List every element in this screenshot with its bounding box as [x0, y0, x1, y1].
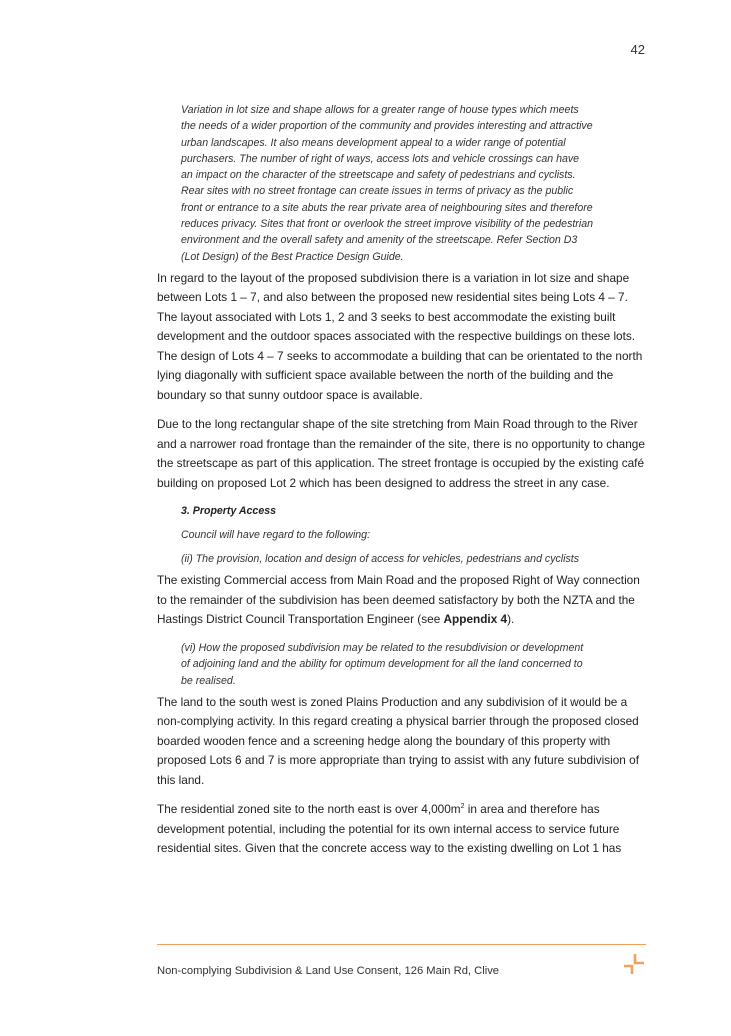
- paragraph-access-close: ).: [507, 612, 515, 627]
- paragraph-access-text: The existing Commercial access from Main Road and the proposed Right of Way connection to the remainder of the subdivision has been deemed satisfactory by both the NZTA and the Hastings District Council Transportation Engineer (see: [157, 573, 640, 627]
- appendix-reference: Appendix 4: [443, 612, 508, 627]
- paragraph-layout: In regard to the layout of the proposed subdivision there is a variation in lot size and shape between Lots 1 – 7, and also between the proposed new residential sites being Lots 4 – 7. The layout associated with Lots 1, 2 and 3 seeks to best accommodate the existing built development and the outdoor spaces associated with the respective buildings on these lots. The design of Lots 4 – 7 seeks to accommodate a building that can be orientated to the north lying diagonally with sufficient space available between the north of the building and the boundary so that sunny outdoor space is available.: [157, 270, 643, 402]
- criterion-ii: (ii) The provision, location and design of access for vehicles, pedestrians and cyclists: [181, 553, 580, 566]
- paragraph-south-west: The land to the south west is zoned Plains Production and any subdivision of it would be a non-complying activity. In this regard creating a physical barrier through the proposed closed boarded wooden fence and a screening hedge along the boundary of this property with proposed Lots 6 and 7 is more appropriate than trying to assist with any future subdivision of this land.: [157, 694, 639, 787]
- paragraph-north-east-continued: in area and therefore has development potential, including the potential for its own internal access to service future residential sites. Given that the concrete access way to the existing dwelling on Lot 1 has: [157, 802, 622, 856]
- council-regard-text: Council will have regard to the following:: [181, 529, 371, 542]
- paragraph-streetscape: Due to the long rectangular shape of the site stretching from Main Road through to the River and a narrower road frontage than the remainder of the site, there is no opportunity to change the streetscape as part of this application. The street frontage is occupied by the existing café building on proposed Lot 2 which has been designed to address the street in any case.: [157, 417, 645, 490]
- paragraph-north-east: [157, 800, 647, 859]
- paragraph-north-east-text: The residential zoned site to the north east is over 4,000m: [157, 802, 461, 817]
- section-heading-property-access: 3. Property Access: [181, 505, 277, 518]
- criterion-vi: (vi) How the proposed subdivision may be related to the resubdivision or development of adjoining land and the ability for optimum development for all the land concerned to be realised.: [181, 641, 584, 687]
- corner-bracket-logo-icon: [624, 954, 644, 974]
- quote-lot-design: Variation in lot size and shape allows for a greater range of house types which meets the needs of a wider proportion of the community and provides interesting and attractive urban landscapes. It also means development appeal to a wider range of potential purchasers. The number of right of ways, access lots and vehicle crossings can have an impact on the character of the streetscape and safety of pedestrians and cyclists. Rear sites with no street frontage can create issues in terms of privacy as the public front or entrance to a site abuts the rear private area of neighbouring sites and therefore reduces privacy. Sites that front or overlook the street improve visibility of the pedestrian environment and the overall safety and amenity of the streetscape. Refer Section D3 (Lot Design) of the Best Practice Design Guide.: [181, 104, 593, 263]
- document-body: [157, 102, 647, 859]
- superscript-squared: 2: [460, 803, 465, 811]
- paragraph-access: [157, 571, 647, 630]
- footer-divider: [157, 944, 646, 945]
- page-number: 42: [630, 42, 645, 57]
- footer-text: Non-complying Subdivision & Land Use Consent, 126 Main Rd, Clive: [157, 965, 500, 977]
